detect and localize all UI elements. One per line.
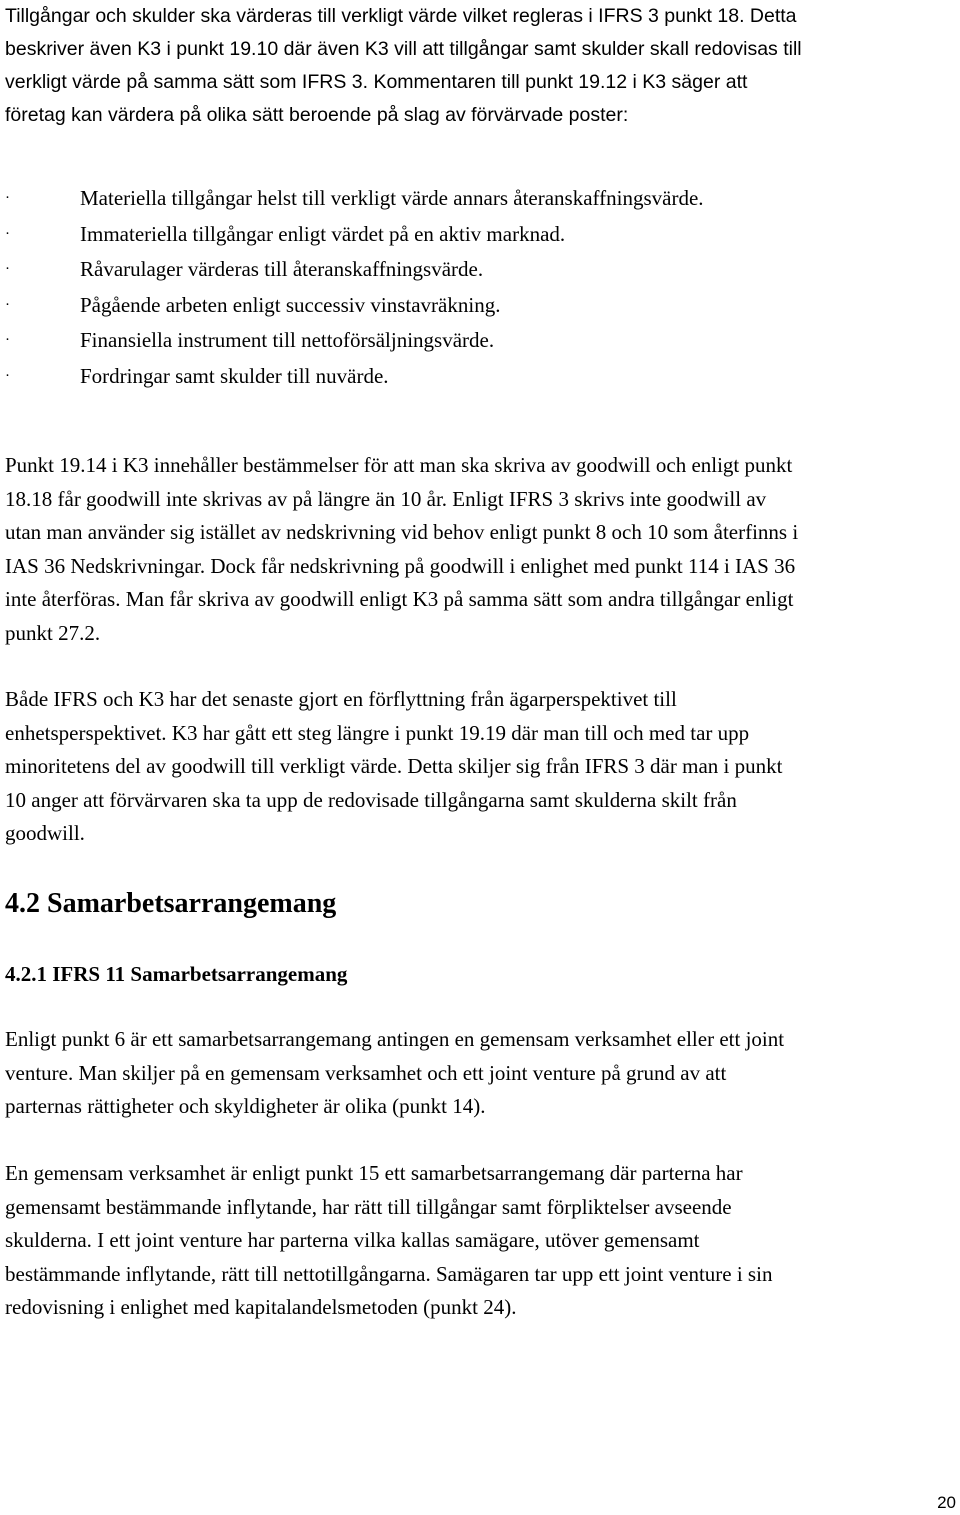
text-line: venture. Man skiljer på en gemensam verksamhet och ett joint venture på grund av att: [5, 1060, 727, 1085]
text-line: punkt 27.2.: [5, 620, 101, 645]
section-heading: 4.2 Samarbetsarrangemang: [5, 888, 337, 919]
text-line: bestämmande inflytande, rätt till nettotillgångarna. Samägaren tar upp ett joint venture i sin: [5, 1261, 773, 1286]
text-line: inte återföras. Man får skriva av goodwill enligt K3 på samma sätt som andra tillgångar enligt: [5, 587, 794, 611]
list-item-text: Fordringar samt skulder till nuvärde.: [80, 363, 389, 388]
text-line: minoritetens del av goodwill till verkligt värde. Detta skiljer sig från IFRS 3 där man i punkt: [5, 754, 783, 778]
text-line: Enligt punkt 6 är ett samarbetsarrangemang antingen en gemensam verksamhet eller ett joint: [5, 1027, 785, 1051]
goodwill-paragraph: [5, 449, 960, 650]
list-item-text: Pågående arbeten enligt successiv vinstavräkning.: [80, 292, 501, 317]
bullet-icon: ·: [5, 225, 10, 242]
joint-operation-paragraph: [5, 1157, 960, 1325]
text-line: Punkt 19.14 i K3 innehåller bestämmelser för att man ska skriva av goodwill och enligt punkt: [5, 453, 793, 477]
bullet-icon: ·: [5, 367, 10, 384]
text-line: Både IFRS och K3 har det senaste gjort en förflyttning från ägarperspektivet till: [5, 687, 677, 711]
text-line: Tillgångar och skulder ska värderas till verkligt värde vilket regleras i IFRS 3 punkt 18. Detta: [5, 5, 797, 27]
bullet-icon: ·: [5, 296, 10, 313]
text-line: IAS 36 Nedskrivningar. Dock får nedskrivning på goodwill i enlighet med punkt 114 i IAS 36: [5, 553, 796, 578]
text-line: 18.18 får goodwill inte skrivas av på längre än 10 år. Enligt IFRS 3 skrivs inte goodwill av: [5, 486, 767, 511]
list-item-text: Materiella tillgångar helst till verkligt värde annars återanskaffningsvärde.: [80, 186, 704, 210]
text-line: beskriver även K3 i punkt 19.10 där även K3 vill att tillgångar samt skulder skall redovisas till: [5, 38, 802, 60]
text-line: redovisning i enlighet med kapitalandelsmetoden (punkt 24).: [5, 1295, 517, 1319]
intro-paragraph: [5, 0, 802, 132]
text-line: 10 anger att förvärvaren ska ta upp de redovisade tillgångarna samt skulderna skilt från: [5, 787, 737, 812]
text-line: skulderna. I ett joint venture har parterna vilka kallas samägare, utöver gemensamt: [5, 1228, 700, 1252]
bullet-icon: ·: [5, 190, 10, 206]
page-number: 20: [937, 1493, 956, 1512]
text-line: verkligt värde på samma sätt som IFRS 3. Kommentaren till punkt 19.12 i K3 säger att: [5, 71, 748, 93]
joint-arrangement-paragraph: [5, 1023, 960, 1124]
list-item-text: Finansiella instrument till nettoförsäljningsvärde.: [80, 328, 495, 352]
list-item-text: Råvarulager värderas till återanskaffningsvärde.: [80, 257, 484, 281]
list-item: [5, 359, 704, 395]
text-line: gemensamt bestämmande inflytande, har rätt till tillgångar samt förpliktelser avseende: [5, 1194, 732, 1219]
list-item: [5, 288, 704, 324]
list-item-text: Immateriella tillgångar enligt värdet på en aktiv marknad.: [80, 221, 566, 246]
bullet-icon: ·: [5, 261, 10, 277]
list-item: [5, 181, 704, 217]
perspective-paragraph: [5, 683, 960, 851]
list-item: [5, 252, 704, 288]
list-item: [5, 217, 704, 253]
subsection-heading: 4.2.1 IFRS 11 Samarbetsarrangemang: [5, 962, 348, 986]
valuation-bullet-list: [5, 181, 704, 394]
text-line: En gemensam verksamhet är enligt punkt 15 ett samarbetsarrangemang där parterna har: [5, 1161, 743, 1185]
list-item: [5, 323, 704, 359]
bullet-icon: ·: [5, 332, 10, 348]
text-line: utan man använder sig istället av nedskrivning vid behov enligt punkt 8 och 10 som återfinns i: [5, 520, 799, 544]
text-line: goodwill.: [5, 821, 85, 845]
text-line: företag kan värdera på olika sätt beroende på slag av förvärvade poster:: [5, 104, 629, 126]
text-line: enhetsperspektivet. K3 har gått ett steg längre i punkt 19.19 där man till och med tar upp: [5, 720, 750, 745]
text-line: parternas rättigheter och skyldigheter är olika (punkt 14).: [5, 1094, 486, 1118]
